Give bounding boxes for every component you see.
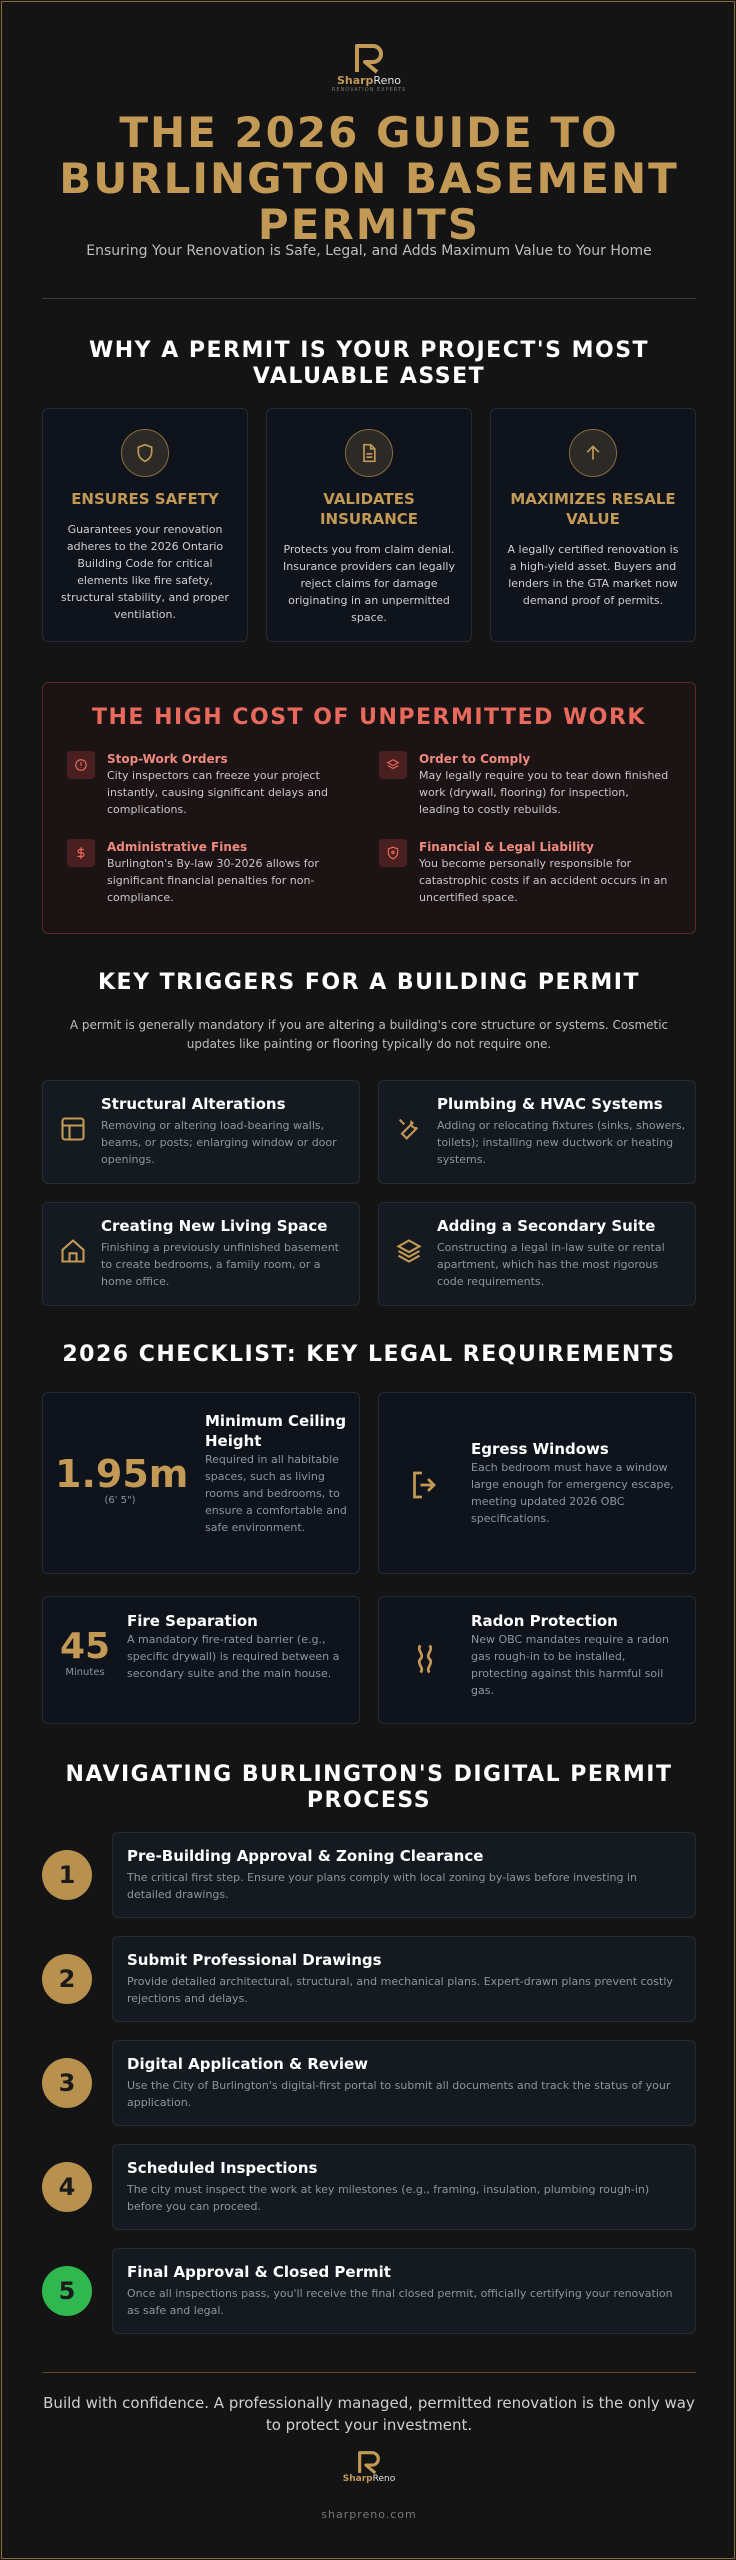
ceiling-text: Required in all habitable spaces, such as living rooms and bedrooms, to ensure a comfortable and safe environment. xyxy=(205,1453,347,1534)
home-icon xyxy=(59,1237,87,1269)
process-step xyxy=(42,2144,696,2230)
benefit-text: Protects you from claim denial. Insurance providers can legally reject claims for damage originating in an unpermitted space. xyxy=(283,543,455,624)
page-title: THE 2026 GUIDE TO BURLINGTON BASEMENT PERMITS xyxy=(59,108,679,249)
step-number: 4 xyxy=(42,2162,92,2212)
cost-item-text: Burlington's By-law 30-2026 allows for significant financial penalties for non-compliance. xyxy=(107,857,319,904)
step-title: Submit Professional Drawings xyxy=(127,1951,382,1969)
radon-title: Radon Protection xyxy=(471,1612,618,1630)
step-title: Digital Application & Review xyxy=(127,2055,369,2073)
cost-panel xyxy=(42,682,696,934)
trigger-text: Adding or relocating fixtures (sinks, showers, toilets); installing new ductwork or heating systems. xyxy=(437,1119,686,1166)
cost-item xyxy=(379,751,669,818)
step-text: The critical first step. Ensure your plans comply with local zoning by-laws before investing in detailed drawings. xyxy=(127,1871,638,1901)
brand-tagline: RENOVATION EXPERTS xyxy=(331,87,407,93)
fire-text: A mandatory fire-rated barrier (e.g., specific drywall) is required between a secondary suite and the main house. xyxy=(127,1633,340,1680)
trigger-card xyxy=(378,1080,696,1184)
trigger-text: Removing or altering load-bearing walls, beams, or posts; enlarging window or door openings. xyxy=(101,1119,337,1166)
cost-item xyxy=(67,839,357,906)
exit-icon xyxy=(407,1467,443,1507)
trigger-card xyxy=(42,1080,360,1184)
benefit-card-resale xyxy=(490,408,696,642)
trigger-title: Plumbing & HVAC Systems xyxy=(437,1095,663,1113)
cost-item-text: City inspectors can freeze your project instantly, causing significant delays and complications. xyxy=(107,769,328,816)
benefit-card-insurance xyxy=(266,408,472,642)
trigger-title: Adding a Secondary Suite xyxy=(437,1217,656,1235)
cost-item-title: Order to Comply xyxy=(419,752,531,766)
trigger-text: Finishing a previously unfinished basement to create bedrooms, a family room, or a home office. xyxy=(101,1241,339,1288)
trigger-title: Structural Alterations xyxy=(101,1095,286,1113)
step-title: Scheduled Inspections xyxy=(127,2159,318,2177)
process-heading: NAVIGATING BURLINGTON'S DIGITAL PERMIT PROCESS xyxy=(65,1762,673,1813)
page-subtitle: Ensuring Your Renovation is Safe, Legal, and Adds Maximum Value to Your Home xyxy=(86,243,652,259)
process-step xyxy=(42,2040,696,2126)
fire-unit: Minutes xyxy=(65,1667,105,1678)
divider xyxy=(42,298,696,299)
brand-name-a: Sharp xyxy=(342,2474,373,2484)
cost-item-title: Administrative Fines xyxy=(107,840,248,854)
radon-icon xyxy=(407,1641,443,1681)
dollar-icon xyxy=(67,839,95,867)
brand-name-b: Reno xyxy=(372,2474,396,2484)
cost-item-text: You become personally responsible for catastrophic costs if an accident occurs in an uncertified space. xyxy=(419,857,668,904)
benefit-title: ENSURES SAFETY xyxy=(71,490,219,508)
step-number: 5 xyxy=(42,2266,92,2316)
wrench-icon xyxy=(395,1115,423,1147)
step-number: 1 xyxy=(42,1850,92,1900)
trigger-text: Constructing a legal in-law suite or rental apartment, which has the most rigorous code requirements. xyxy=(437,1241,665,1288)
why-heading: WHY A PERMIT IS YOUR PROJECT'S MOST VALUABLE ASSET xyxy=(88,338,650,389)
fire-value: 45 xyxy=(59,1626,111,1667)
brand-name-a: Sharp xyxy=(336,74,374,87)
page-frame xyxy=(1,1,735,2559)
ceiling-height-card xyxy=(42,1392,360,1574)
cost-heading: THE HIGH COST OF UNPERMITTED WORK xyxy=(92,705,646,730)
trigger-title: Creating New Living Space xyxy=(101,1217,328,1235)
trigger-card xyxy=(42,1202,360,1306)
logo-mark-icon xyxy=(355,2448,383,2476)
step-text: Once all inspections pass, you'll receive the final closed permit, officially certifying your renovation as safe and legal. xyxy=(127,2287,673,2317)
layout-icon xyxy=(59,1115,87,1147)
shield-alert-icon xyxy=(379,839,407,867)
egress-card xyxy=(378,1392,696,1574)
shield-icon xyxy=(121,429,169,477)
divider xyxy=(42,2372,696,2373)
trigger-card xyxy=(378,1202,696,1306)
process-step xyxy=(42,2248,696,2334)
benefit-title: MAXIMIZES RESALE VALUE xyxy=(510,490,676,528)
stack-icon xyxy=(395,1237,423,1269)
radon-card xyxy=(378,1596,696,1724)
brand-logo xyxy=(2,40,736,93)
document-icon xyxy=(345,429,393,477)
cost-item xyxy=(67,751,357,818)
fire-title: Fire Separation xyxy=(127,1612,258,1630)
benefit-text: Guarantees your renovation adheres to the 2026 Ontario Building Code for critical elements like fire safety, structural stability, and proper ventilation. xyxy=(61,523,229,621)
brand-name-b: Reno xyxy=(373,74,402,87)
benefit-title: VALIDATES INSURANCE xyxy=(319,490,419,528)
fire-separation-card xyxy=(42,1596,360,1724)
ceiling-imperial: (6' 5") xyxy=(104,1495,136,1506)
egress-title: Egress Windows xyxy=(471,1440,609,1458)
triggers-heading: KEY TRIGGERS FOR A BUILDING PERMIT xyxy=(98,970,640,995)
cost-item-title: Financial & Legal Liability xyxy=(419,840,594,854)
website-link[interactable]: sharpreno.com xyxy=(321,2508,417,2521)
cost-item xyxy=(379,839,669,906)
step-text: Use the City of Burlington's digital-first portal to submit all documents and track the status of your application. xyxy=(127,2079,671,2109)
step-number: 3 xyxy=(42,2058,92,2108)
step-number: 2 xyxy=(42,1954,92,2004)
ceiling-title: Minimum Ceiling Height xyxy=(205,1412,347,1450)
cost-item-title: Stop-Work Orders xyxy=(107,752,228,766)
cost-item-text: May legally require you to tear down finished work (drywall, flooring) for inspection, leading to costly rebuilds. xyxy=(419,769,669,816)
step-text: The city must inspect the work at key milestones (e.g., framing, insulation, plumbing rough-in) before you can proceed. xyxy=(127,2183,650,2213)
arrow-up-icon xyxy=(569,429,617,477)
alert-icon xyxy=(67,751,95,779)
radon-text: New OBC mandates require a radon gas rough-in to be installed, protecting against this harmful soil gas. xyxy=(471,1633,669,1697)
layers-icon xyxy=(379,751,407,779)
step-title: Final Approval & Closed Permit xyxy=(127,2263,391,2281)
step-title: Pre-Building Approval & Zoning Clearance xyxy=(127,1847,484,1865)
footer-text: Build with confidence. A professionally managed, permitted renovation is the only way to protect your investment. xyxy=(43,2394,695,2434)
step-text: Provide detailed architectural, structural, and mechanical plans. Expert-drawn plans prevent costly rejections and delays. xyxy=(127,1975,673,2005)
benefit-card-safety xyxy=(42,408,248,642)
logo-mark-icon xyxy=(351,40,387,76)
checklist-heading: 2026 CHECKLIST: KEY LEGAL REQUIREMENTS xyxy=(62,1342,676,1367)
egress-text: Each bedroom must have a window large enough for emergency escape, meeting updated 2026 OBC specifications. xyxy=(471,1461,674,1525)
ceiling-value: 1.95m xyxy=(55,1452,189,1496)
process-step xyxy=(42,1936,696,2022)
benefit-text: A legally certified renovation is a high-yield asset. Buyers and lenders in the GTA market now demand proof of permits. xyxy=(507,543,679,607)
footer-logo xyxy=(2,2448,736,2484)
process-step xyxy=(42,1832,696,1918)
triggers-intro: A permit is generally mandatory if you are altering a building's core structure or systems. Cosmetic updates like painting or flooring typically do not require one. xyxy=(69,1018,669,1051)
